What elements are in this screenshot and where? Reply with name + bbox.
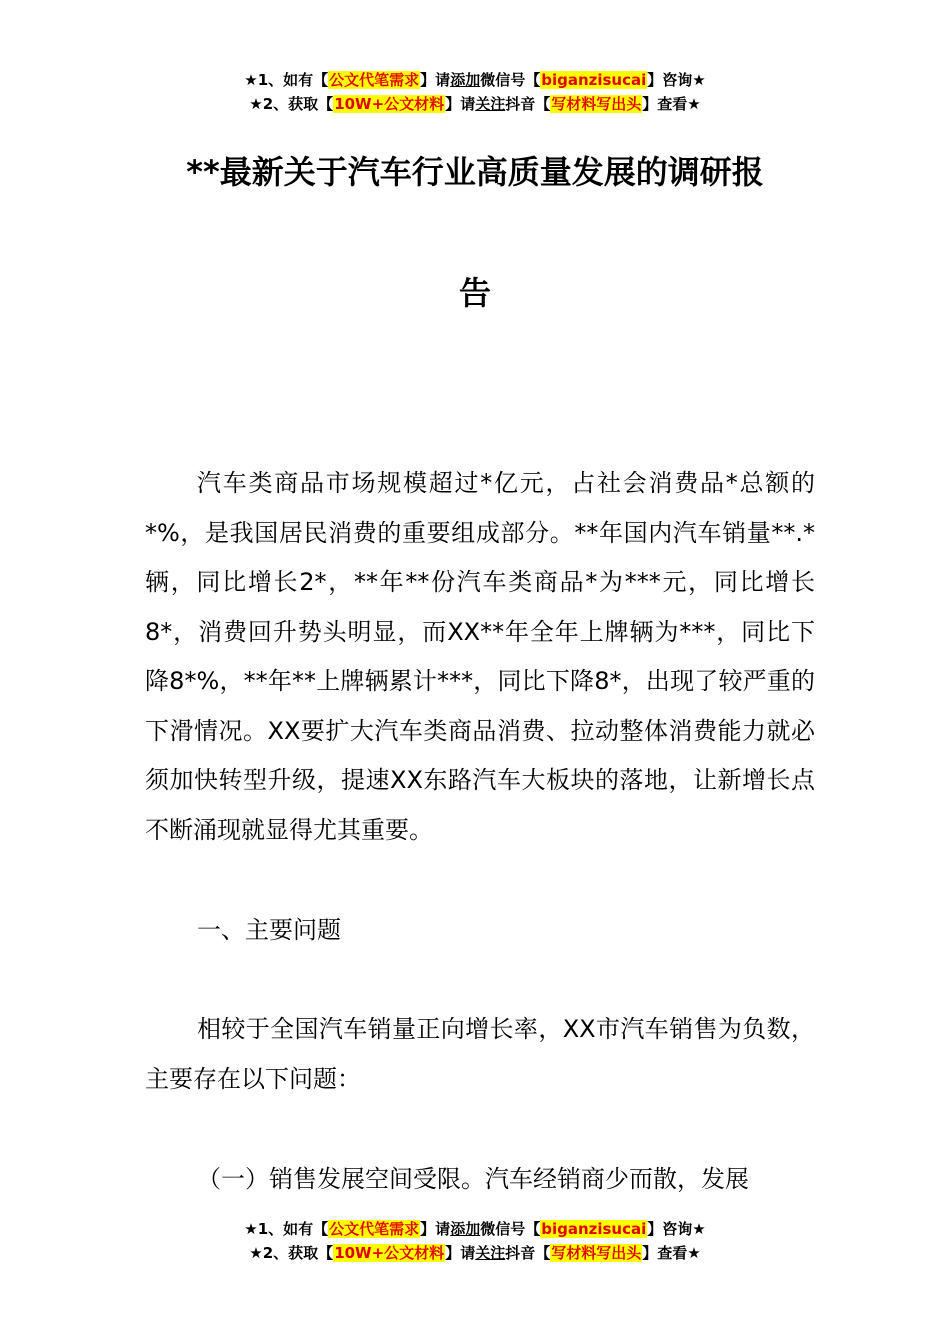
banner-text: 抖音【 xyxy=(505,1244,551,1262)
body-paragraph: 相较于全国汽车销量正向增长率，XX市汽车销售为负数，主要存在以下问题： xyxy=(145,1015,815,1093)
banner-text: 】请 xyxy=(420,1220,451,1238)
banner-highlight: 10W+公文材料 xyxy=(334,95,445,113)
banner-highlight: biganzisucai xyxy=(541,71,647,89)
banner-line-1 xyxy=(0,68,950,92)
banner-text: 】请 xyxy=(445,1244,476,1262)
banner-highlight: biganzisucai xyxy=(541,1220,647,1238)
document-title-line-2: 告 xyxy=(458,274,491,312)
banner-line-2 xyxy=(0,92,950,116)
banner-text: ★2、获取【 xyxy=(249,1244,334,1262)
banner-highlight: 写材料写出头 xyxy=(551,95,642,113)
banner-text: 】请 xyxy=(420,71,451,89)
banner-highlight: 公文代笔需求 xyxy=(329,71,420,89)
banner-underlined: 添加 xyxy=(450,71,481,89)
banner-highlight: 10W+公文材料 xyxy=(334,1244,445,1262)
banner-text: 】咨询★ xyxy=(647,1220,706,1238)
banner-line-1 xyxy=(0,1217,950,1241)
banner-text: 】查看★ xyxy=(642,1244,701,1262)
banner-underlined: 关注 xyxy=(475,95,506,113)
bottom-banner xyxy=(0,1217,950,1265)
banner-text: 微信号【 xyxy=(480,71,541,89)
banner-text: ★1、如有【 xyxy=(244,71,329,89)
banner-text: 】请 xyxy=(445,95,476,113)
banner-underlined: 关注 xyxy=(475,1244,506,1262)
banner-text: 微信号【 xyxy=(480,1220,541,1238)
section-heading: 一、主要问题 xyxy=(197,916,341,944)
body-paragraph: 汽车类商品市场规模超过*亿元，占社会消费品*总额的*%，是我国居民消费的重要组成部分。**年国内汽车销量**.*辆，同比增长2*，**年**份汽车类商品*为***元，同比增长8*，消费回升势头明显，而XX**年全年上牌辆为***，同比下降8*%，**年**上牌辆累计***，同比下降8*，出现了较严重的下滑情况。XX要扩大汽车类商品消费、拉动整体消费能力就必须加快转型升级，提速XX东路汽车大板块的落地，让新增长点不断涌现就显得尤其重要。 xyxy=(145,469,815,844)
subsection-paragraph: （一）销售发展空间受限。汽车经销商少而散，发展 xyxy=(197,1165,749,1193)
banner-highlight: 公文代笔需求 xyxy=(329,1220,420,1238)
banner-underlined: 添加 xyxy=(450,1220,481,1238)
banner-text: 】咨询★ xyxy=(647,71,706,89)
banner-text: 】查看★ xyxy=(642,95,701,113)
document-title-line-1: **最新关于汽车行业高质量发展的调研报 xyxy=(186,153,764,191)
top-banner xyxy=(0,68,950,116)
banner-text: ★1、如有【 xyxy=(244,1220,329,1238)
banner-text: 抖音【 xyxy=(505,95,551,113)
banner-highlight: 写材料写出头 xyxy=(551,1244,642,1262)
banner-line-2 xyxy=(0,1241,950,1265)
banner-text: ★2、获取【 xyxy=(249,95,334,113)
